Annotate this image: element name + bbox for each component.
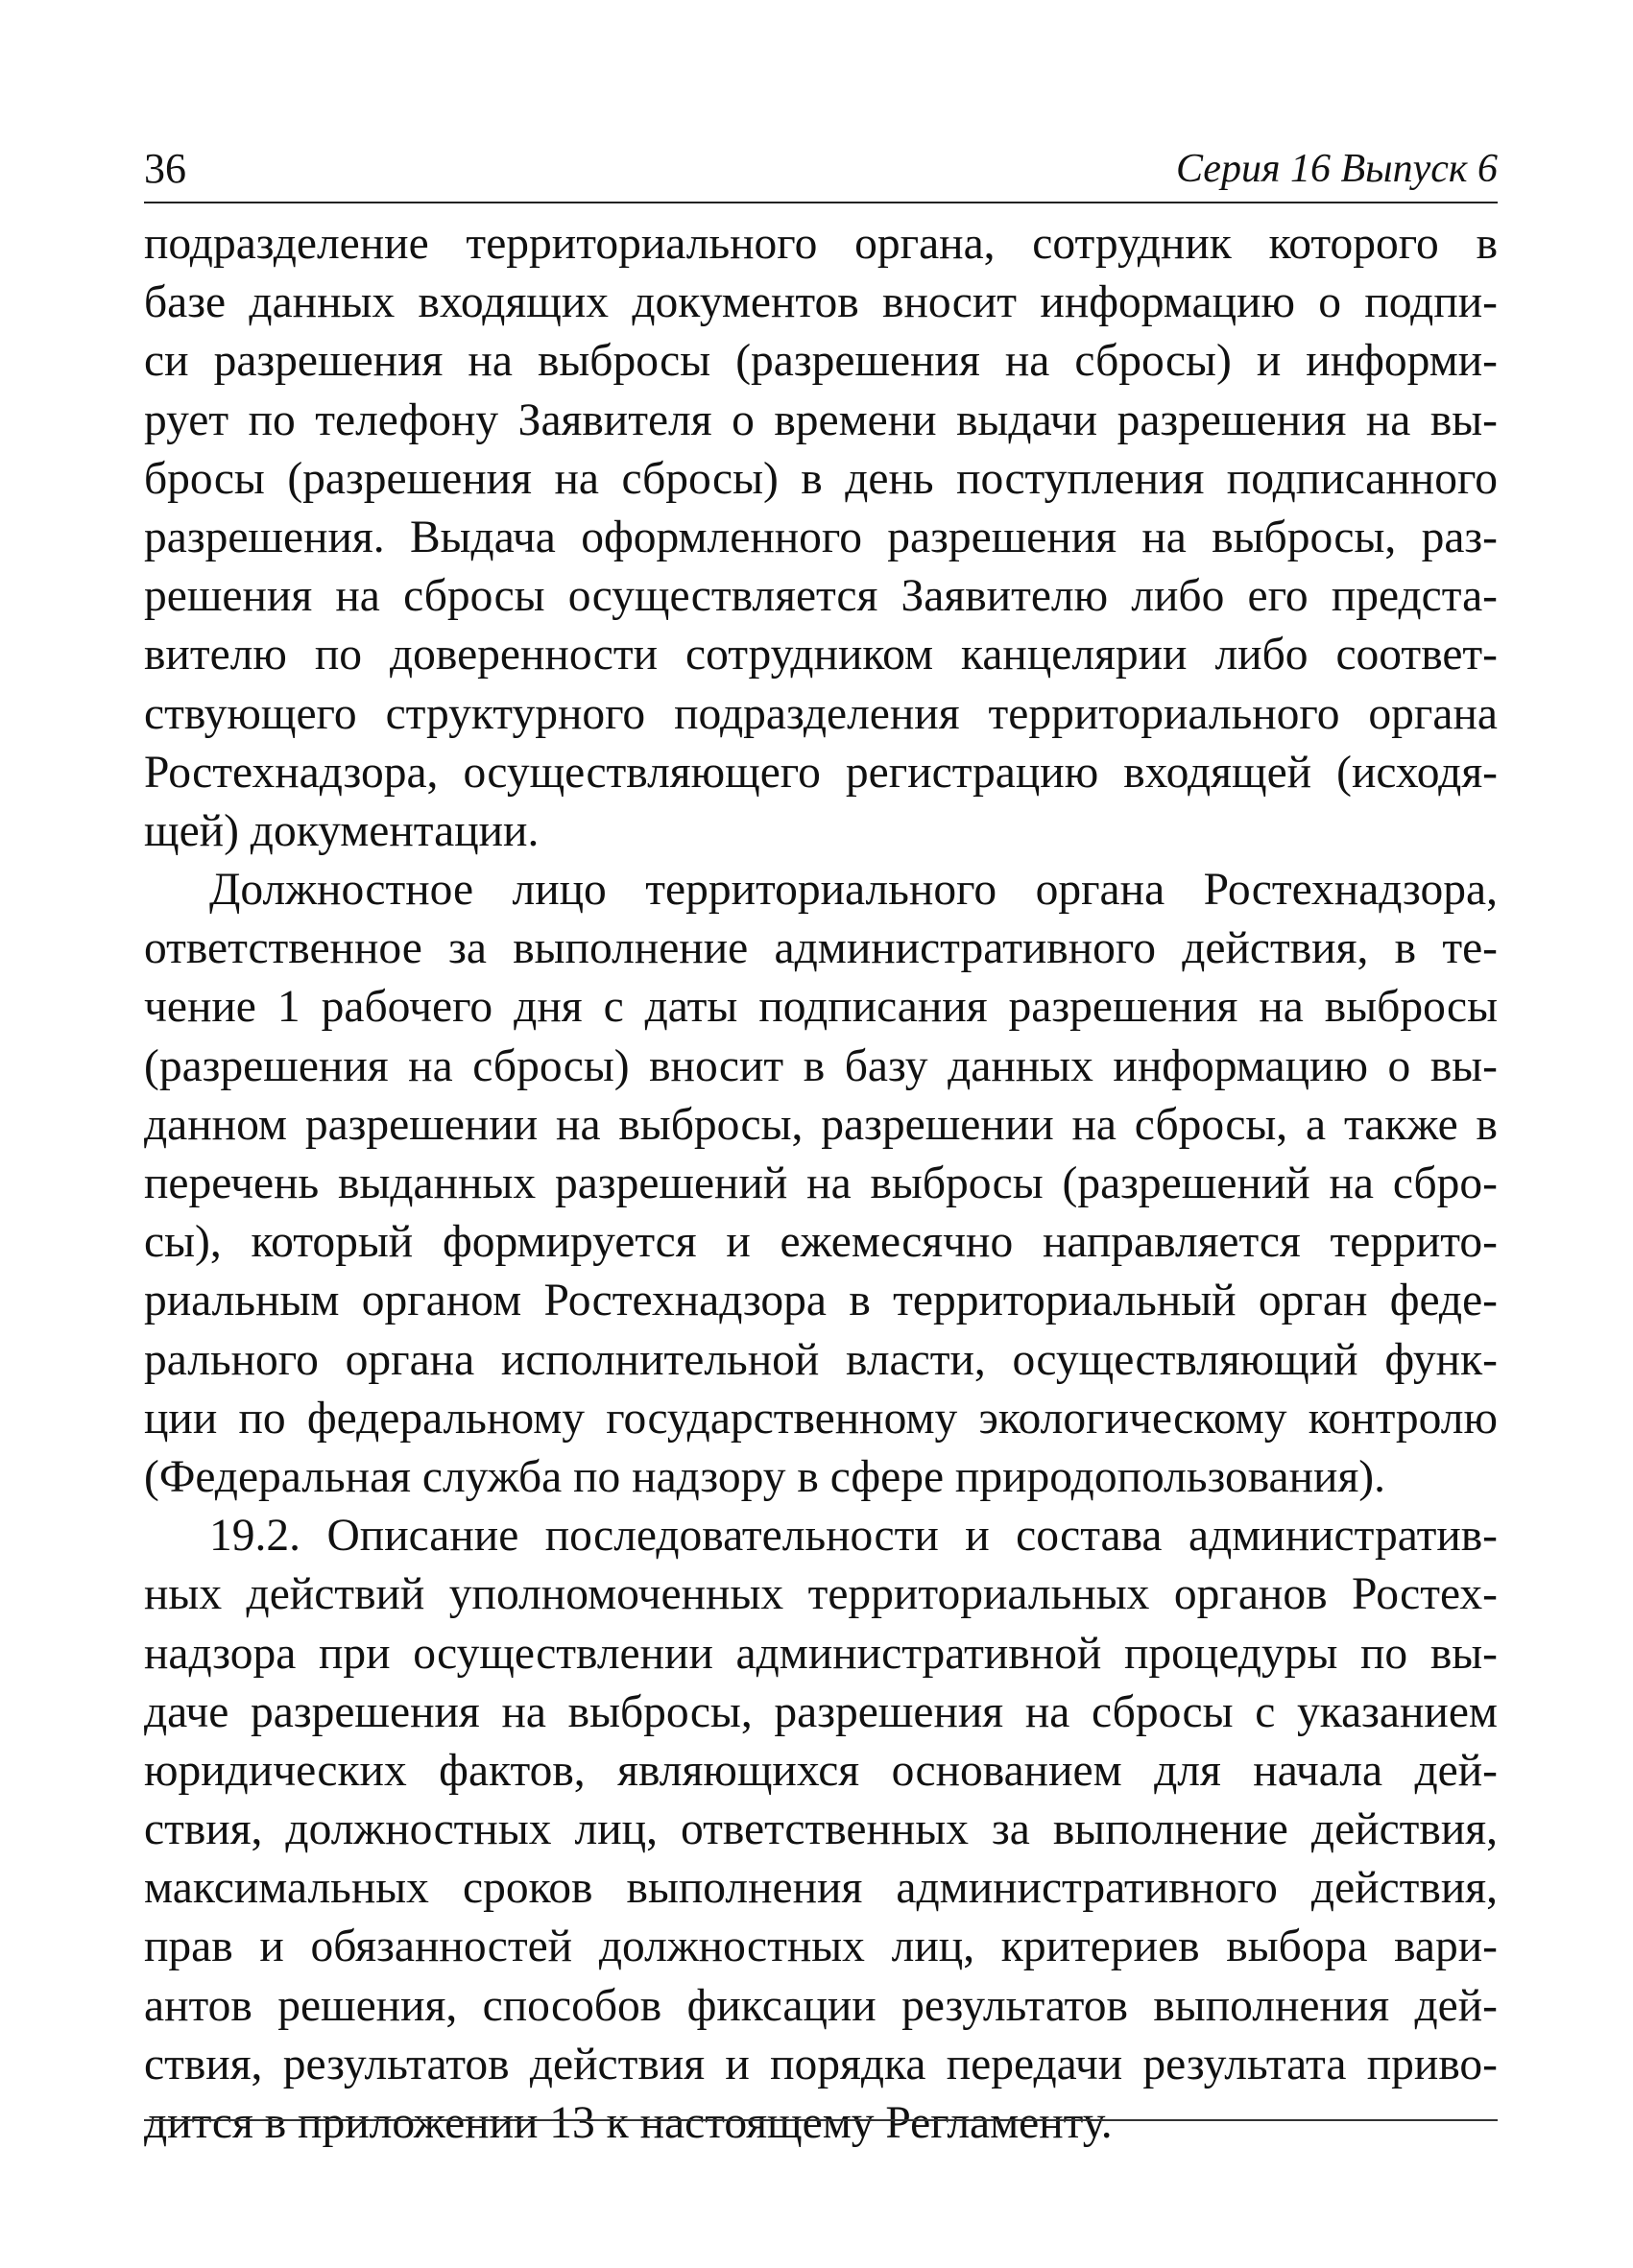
running-head (144, 142, 1498, 203)
paragraph-3 (144, 1507, 1498, 2153)
text-line: антов решения, способов фиксации результатов выполнения дей- (144, 1980, 1498, 2031)
page (144, 142, 1498, 2153)
text-line: данном разрешении на выбросы, разрешении на сбросы, а также в (144, 1099, 1498, 1150)
body-text (144, 215, 1498, 2153)
text-line: рует по телефону Заявителя о времени выдачи разрешения на вы- (144, 394, 1498, 445)
text-line: чение 1 рабочего дня с даты подписания разрешения на выбросы (144, 982, 1498, 1033)
paragraph-2 (144, 861, 1498, 1507)
text-line: максимальных сроков выполнения административного действия, (144, 1863, 1498, 1914)
text-line: юридических фактов, являющихся основанием для начала дей- (144, 1745, 1498, 1796)
text-line: дится в приложении 13 к настоящему Регламенту. (144, 2098, 1113, 2148)
text-line: Должностное лицо территориального органа Ростехнадзора, (209, 865, 1498, 916)
text-line: си разрешения на выбросы (разрешения на сбросы) и информи- (144, 336, 1498, 387)
text-line: сы), который формируется и ежемесячно направляется террито- (144, 1217, 1498, 1268)
text-line: решения на сбросы осуществляется Заявителю либо его предста- (144, 571, 1498, 622)
text-line: ствия, результатов действия и порядка передачи результата приво- (144, 2039, 1498, 2089)
text-line: базе данных входящих документов вносит информацию о подпи- (144, 277, 1498, 328)
text-line: перечень выданных разрешений на выбросы (разрешений на сбро- (144, 1158, 1498, 1208)
text-line: бросы (разрешения на сбросы) в день поступления подписанного (144, 453, 1498, 504)
text-line: надзора при осуществлении административной процедуры по вы- (144, 1628, 1498, 1679)
text-line: щей) документации. (144, 805, 540, 856)
text-line: ных действий уполномоченных территориальных органов Ростех- (144, 1569, 1498, 1620)
text-line: рального органа исполнительной власти, осуществляющий функ- (144, 1334, 1498, 1385)
text-line: прав и обязанностей должностных лиц, критериев выбора вари- (144, 1922, 1498, 1972)
page-number: 36 (144, 145, 186, 192)
text-line: вителю по доверенности сотрудником канцелярии либо соответ- (144, 630, 1498, 680)
footer-rule (144, 2119, 1498, 2121)
text-line: ствующего структурного подразделения территориального органа (144, 688, 1498, 739)
text-line: 19.2. Описание последовательности и состава административ- (209, 1511, 1498, 1562)
text-line: (разрешения на сбросы) вносит в базу данных информацию о вы- (144, 1040, 1498, 1091)
text-line: даче разрешения на выбросы, разрешения на сбросы с указанием (144, 1686, 1498, 1737)
text-line: (Федеральная служба по надзору в сфере природопользования). (144, 1451, 1385, 1502)
text-line: ствия, должностных лиц, ответственных за выполнение действия, (144, 1804, 1498, 1855)
paragraph-1 (144, 215, 1498, 861)
text-line: ции по федеральному государственному экологическому контролю (144, 1393, 1498, 1444)
series-label: Серия 16 Выпуск 6 (1176, 147, 1498, 191)
text-line: Ростехнадзора, осуществляющего регистрацию входящей (исходя- (144, 747, 1498, 798)
text-line: риальным органом Ростехнадзора в территориальный орган феде- (144, 1276, 1498, 1326)
text-line: подразделение территориального органа, сотрудник которого в (144, 219, 1498, 269)
text-line: ответственное за выполнение административного действия, в те- (144, 923, 1498, 974)
text-line: разрешения. Выдача оформленного разрешения на выбросы, раз- (144, 512, 1498, 562)
